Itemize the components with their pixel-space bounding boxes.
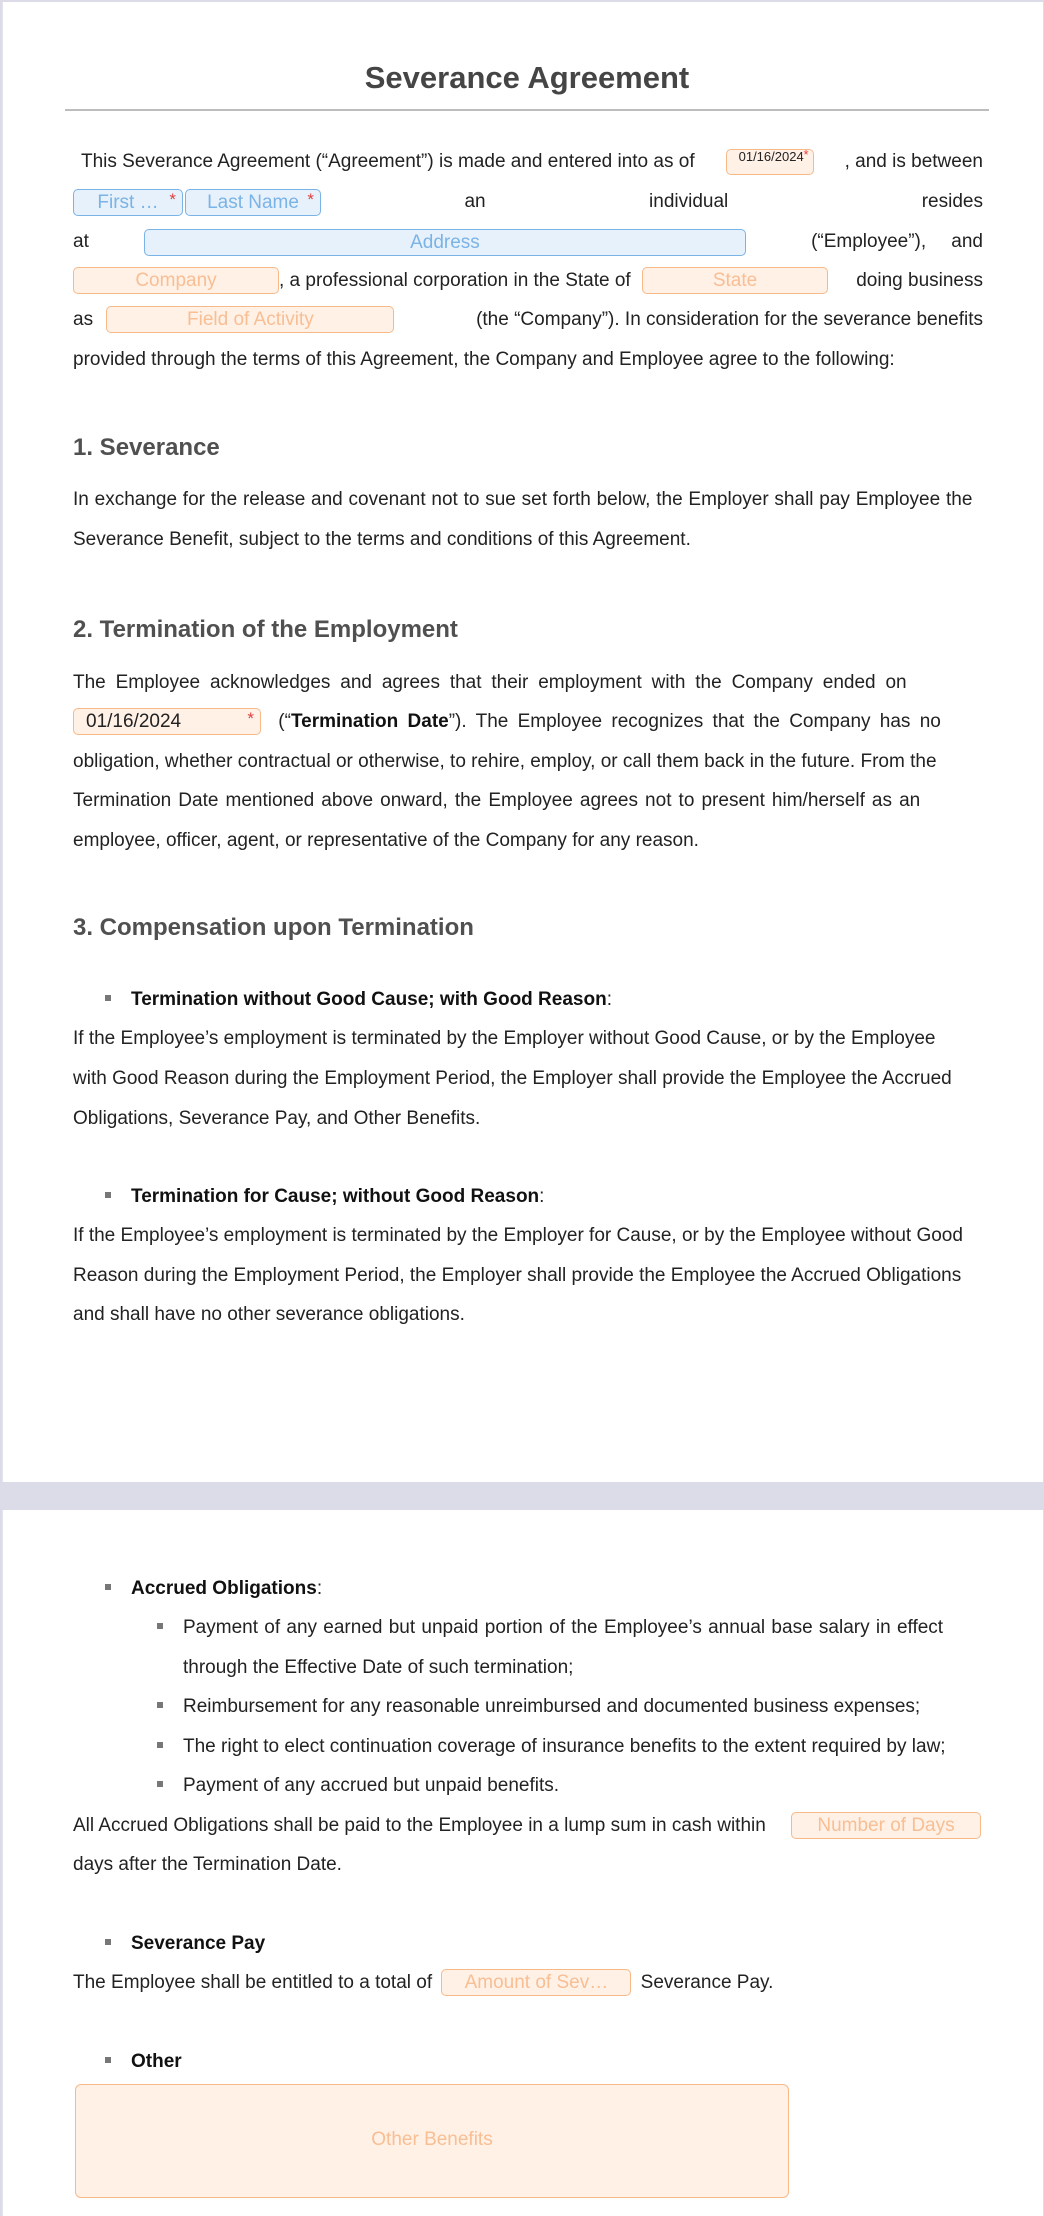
days-after-text: days after the Termination Date.: [73, 1854, 342, 1875]
bullet-square-icon: [157, 1742, 163, 1748]
sub-bullet-2: Reimbursement for any reasonable unreimbursed and documented business expenses;: [157, 1687, 920, 1727]
sub-bullet-1: Payment of any earned but unpaid portion of the Employee’s annual base salary in effect: [157, 1608, 943, 1648]
termination-date-field[interactable]: 01/16/2024 *: [73, 708, 261, 735]
sub-bullet-3: The right to elect continuation coverage of insurance benefits to the extent required by law;: [157, 1727, 946, 1767]
word-individual: individual: [649, 191, 729, 212]
field-of-activity-field[interactable]: Field of Activity: [106, 306, 394, 333]
bullet-square-icon: [157, 1623, 163, 1629]
first-name-field[interactable]: First … *: [73, 189, 183, 216]
document-page-2: [2, 1510, 1043, 2216]
section-2-line-3: obligation, whether contractual or otherwise, to rehire, employ, or call them back in the future. From the: [73, 751, 937, 772]
section-2-line-2: (“Termination Date”). The Employee recognizes that the Company has no: [278, 711, 941, 732]
word-resides: resides: [921, 191, 983, 212]
severance-text-end: Severance Pay.: [640, 1972, 774, 1993]
section-1-line-2: Severance Benefit, subject to the terms and conditions of this Agreement.: [73, 529, 691, 550]
sub-bullet-4: Payment of any accrued but unpaid benefits.: [157, 1766, 559, 1806]
intro-last-line: provided through the terms of this Agreement, the Company and Employee agree to the following:: [73, 349, 895, 370]
number-of-days-field[interactable]: Number of Days: [791, 1812, 981, 1839]
document-title: Severance Agreement: [364, 60, 690, 95]
other-benefits-textarea[interactable]: Other Benefits: [75, 2084, 789, 2198]
bullet-square-icon: [105, 995, 111, 1001]
word-at: at: [73, 231, 89, 252]
state-field[interactable]: State: [642, 267, 828, 294]
agreement-date-field[interactable]: 01/16/2024 *: [726, 149, 814, 175]
document-page-1: [2, 2, 1043, 1482]
severance-amount-field[interactable]: Amount of Sev…: [441, 1969, 631, 1996]
word-and: and: [951, 231, 983, 252]
corporation-text: , a professional corporation in the State of: [279, 270, 631, 291]
sub-bullet-1-cont: through the Effective Date of such termination;: [183, 1657, 574, 1678]
bullet-1-line-1: If the Employee’s employment is terminated by the Employer without Good Cause, or by the Employee: [73, 1028, 936, 1049]
company-field[interactable]: Company: [73, 267, 279, 294]
bullet-square-icon: [157, 1702, 163, 1708]
bullet-severance-pay: Severance Pay: [105, 1924, 265, 1964]
bullet-other: Other: [105, 2042, 182, 2082]
bullet-2-line-3: and shall have no other severance obligations.: [73, 1304, 465, 1325]
section-2-heading: 2. Termination of the Employment: [73, 616, 458, 643]
bullet-for-cause: Termination for Cause; without Good Reason:: [105, 1177, 544, 1217]
bullet-square-icon: [105, 1192, 111, 1198]
bullet-1-line-3: Obligations, Severance Pay, and Other Benefits.: [73, 1108, 481, 1129]
bullet-1-line-2: with Good Reason during the Employment Period, the Employer shall provide the Employee the Accrued: [73, 1068, 952, 1089]
bullet-square-icon: [157, 1781, 163, 1787]
bullet-2-line-2: Reason during the Employment Period, the Employer shall provide the Employee the Accrued Obligations: [73, 1265, 962, 1286]
section-1-heading: 1. Severance: [73, 434, 220, 461]
bullet-accrued-obligations: Accrued Obligations:: [105, 1569, 322, 1609]
section-1-line-1: In exchange for the release and covenant not to sue set forth below, the Employer shall pay Employee the: [73, 489, 973, 510]
section-3-heading: 3. Compensation upon Termination: [73, 914, 474, 941]
title-divider: [65, 109, 989, 111]
word-an: an: [464, 191, 486, 212]
severance-text-start: The Employee shall be entitled to a total of: [73, 1972, 433, 1993]
intro-text-end: , and is between: [844, 151, 983, 172]
bullet-without-good-cause: Termination without Good Cause; with Good Reason:: [105, 980, 612, 1020]
address-field[interactable]: Address: [144, 229, 746, 256]
lump-sum-text: All Accrued Obligations shall be paid to the Employee in a lump sum in cash within: [73, 1815, 766, 1836]
section-2-line-5: employee, officer, agent, or representative of the Company for any reason.: [73, 830, 699, 851]
section-2-line-1: The Employee acknowledges and agrees that their employment with the Company ended on: [73, 672, 907, 693]
intro-text-start: This Severance Agreement (“Agreement”) is made and entered into as of: [81, 151, 695, 172]
last-name-field[interactable]: Last Name *: [185, 189, 321, 216]
employee-label: (“Employee”),: [811, 231, 927, 252]
bullet-square-icon: [105, 2057, 111, 2063]
bullet-square-icon: [105, 1939, 111, 1945]
word-as: as: [73, 309, 94, 330]
section-2-line-4: Termination Date mentioned above onward, the Employee agrees not to present him/herself as an: [73, 790, 921, 811]
bullet-2-line-1: If the Employee’s employment is terminated by the Employer for Cause, or by the Employee without Good: [73, 1225, 963, 1246]
bullet-square-icon: [105, 1584, 111, 1590]
doing-business-text: doing business: [856, 270, 983, 291]
company-label-text: (the “Company”). In consideration for the severance benefits: [476, 309, 983, 330]
